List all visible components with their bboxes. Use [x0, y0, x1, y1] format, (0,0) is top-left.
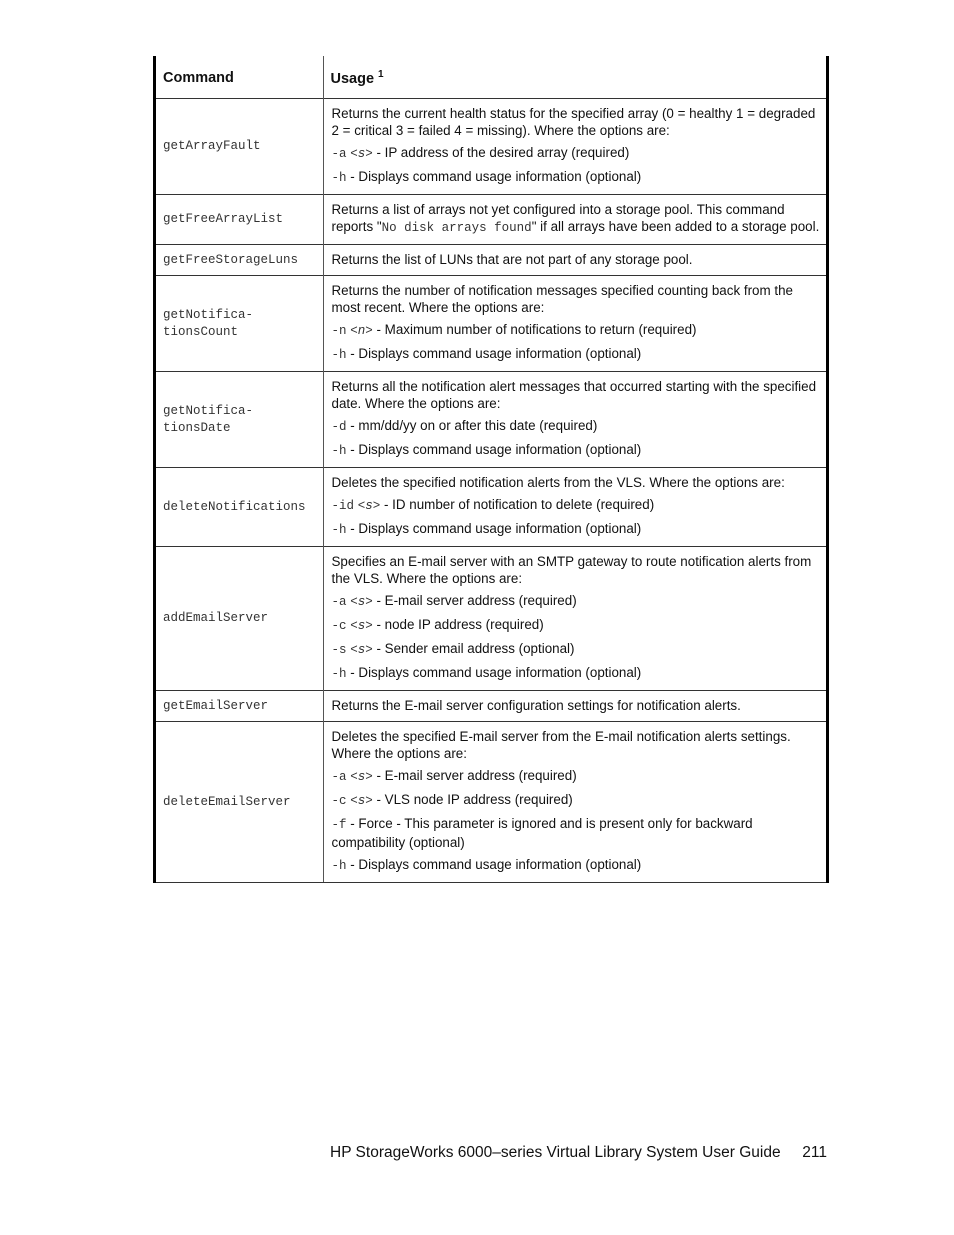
command-cell	[156, 276, 323, 372]
option-arg: <s>	[350, 147, 373, 161]
command-column-header	[156, 56, 323, 99]
option-text: - ID number of notification to delete (required)	[380, 497, 655, 512]
usage-cell	[323, 691, 826, 722]
command-cell	[156, 547, 323, 691]
option-line	[332, 520, 821, 539]
command-name-line1: getNotifica-	[163, 403, 254, 418]
table-row	[156, 276, 826, 372]
option-flag: -c	[331, 794, 347, 808]
option-text: - Displays command usage information (optional)	[346, 169, 642, 184]
usage-cell	[323, 276, 826, 372]
option-flag: -s	[331, 643, 347, 657]
command-cell	[156, 722, 323, 883]
option-arg: <n>	[350, 324, 373, 338]
option-line	[332, 616, 821, 635]
usage-cell	[323, 547, 826, 691]
table-row	[156, 99, 826, 195]
option-text: - Displays command usage information (optional)	[346, 521, 642, 536]
option-flag: -d	[331, 420, 347, 434]
option-text: - node IP address (required)	[372, 617, 544, 632]
option-text: - E-mail server address (required)	[372, 768, 577, 783]
page-footer	[330, 1144, 827, 1162]
option-arg: <s>	[350, 619, 373, 633]
usage-cell	[323, 468, 826, 547]
command-name: addEmailServer	[163, 611, 269, 625]
option-line	[332, 345, 821, 364]
command-name: getEmailServer	[163, 698, 269, 713]
option-line	[332, 144, 821, 163]
option-line	[332, 321, 821, 340]
command-name: getFreeStorageLuns	[163, 252, 299, 267]
footnote-mark: 1	[378, 69, 384, 81]
option-line	[332, 856, 821, 875]
command-name-line2: tionsCount	[163, 324, 239, 339]
command-name-line1: getNotifica-	[163, 307, 254, 322]
option-flag: -c	[331, 619, 347, 633]
usage-cell	[323, 195, 826, 245]
option-line	[332, 640, 821, 659]
option-text: - VLS node IP address (required)	[372, 792, 573, 807]
table-row	[156, 245, 826, 276]
command-cell	[156, 691, 323, 722]
usage-header-label: Usage	[330, 70, 375, 87]
table-header-row	[156, 56, 826, 99]
usage-description: Returns the E-mail server configuration settings for notification alerts.	[331, 698, 741, 713]
footer-title: HP StorageWorks 6000–series Virtual Library System User Guide	[330, 1144, 781, 1161]
option-flag: -h	[331, 348, 347, 362]
option-text: - Displays command usage information (optional)	[346, 665, 642, 680]
usage-column-header	[323, 56, 826, 99]
option-flag: -h	[331, 523, 347, 537]
command-name: deleteEmailServer	[163, 794, 291, 809]
usage-description: Returns the number of notification messages specified counting back from the most recent. Where the options are:	[331, 283, 793, 315]
option-text: - IP address of the desired array (required)	[372, 145, 630, 160]
usage-description	[332, 201, 821, 237]
option-line	[332, 441, 821, 460]
command-cell	[156, 99, 323, 195]
option-line	[332, 767, 821, 786]
table-row	[156, 722, 826, 883]
page-number: 211	[802, 1144, 827, 1161]
option-text: - Displays command usage information (optional)	[346, 442, 642, 457]
usage-cell	[323, 722, 826, 883]
usage-description: Deletes the specified notification alerts from the VLS. Where the options are:	[331, 475, 785, 490]
command-table	[153, 56, 829, 883]
option-arg: <s>	[357, 499, 381, 513]
command-cell	[156, 372, 323, 468]
command-cell	[156, 245, 323, 276]
option-flag: -a	[331, 595, 347, 609]
table-row	[156, 691, 826, 722]
option-arg: <s>	[350, 595, 373, 609]
option-text: - E-mail server address (required)	[372, 593, 577, 608]
option-line	[332, 592, 821, 611]
option-line	[332, 496, 821, 515]
option-line	[332, 417, 821, 436]
command-name: getArrayFault	[163, 139, 261, 153]
option-flag: -a	[331, 147, 347, 161]
option-text: - mm/dd/yy on or after this date (required)	[346, 418, 598, 433]
usage-cell	[323, 245, 826, 276]
description-code: No disk arrays found	[381, 221, 532, 235]
command-cell	[156, 195, 323, 245]
usage-description: Returns the list of LUNs that are not part of any storage pool.	[331, 252, 693, 267]
option-line	[332, 815, 821, 851]
option-text: - Sender email address (optional)	[372, 641, 575, 656]
command-header-label: Command	[163, 70, 234, 86]
usage-description: Deletes the specified E-mail server from the E-mail notification alerts settings. Where the options are:	[331, 729, 791, 761]
option-text: - Maximum number of notifications to return (required)	[372, 322, 697, 337]
option-line	[332, 664, 821, 683]
description-post: " if all arrays have been added to a storage pool.	[531, 219, 820, 234]
option-flag: -h	[331, 444, 347, 458]
option-text: - Displays command usage information (optional)	[346, 857, 642, 872]
option-arg: <s>	[350, 643, 373, 657]
option-flag: -f	[331, 818, 347, 832]
usage-description: Returns all the notification alert messages that occurred starting with the specified date. Where the options are:	[331, 379, 817, 411]
option-flag: -h	[331, 171, 347, 185]
option-line	[332, 168, 821, 187]
option-flag: -h	[331, 667, 347, 681]
option-arg: <s>	[350, 794, 373, 808]
command-cell	[156, 468, 323, 547]
option-text: - Displays command usage information (optional)	[346, 346, 642, 361]
table-row	[156, 468, 826, 547]
option-text: - Force - This parameter is ignored and is present only for backward compatibility (optional)	[331, 816, 753, 850]
option-flag: -n	[331, 324, 347, 338]
table-row	[156, 372, 826, 468]
usage-description: Specifies an E-mail server with an SMTP gateway to route notification alerts from the VLS. Where the options are:	[331, 554, 812, 586]
table-row	[156, 547, 826, 691]
option-flag: -h	[331, 859, 347, 873]
usage-description: Returns the current health status for the specified array (0 = healthy 1 = degraded 2 = critical 3 = failed 4 = missing). Where the options are:	[331, 106, 816, 138]
usage-cell	[323, 372, 826, 468]
option-arg: <s>	[350, 770, 373, 784]
command-name-line2: tionsDate	[163, 420, 231, 435]
option-line	[332, 791, 821, 810]
option-flag: -id	[331, 499, 355, 513]
command-name: deleteNotifications	[163, 499, 306, 514]
command-name: getFreeArrayList	[163, 212, 284, 226]
table-row	[156, 195, 826, 245]
option-flag: -a	[331, 770, 347, 784]
description-pre: Returns a list of arrays not yet configured into a storage pool. This command reports "	[331, 202, 785, 234]
usage-cell	[323, 99, 826, 195]
